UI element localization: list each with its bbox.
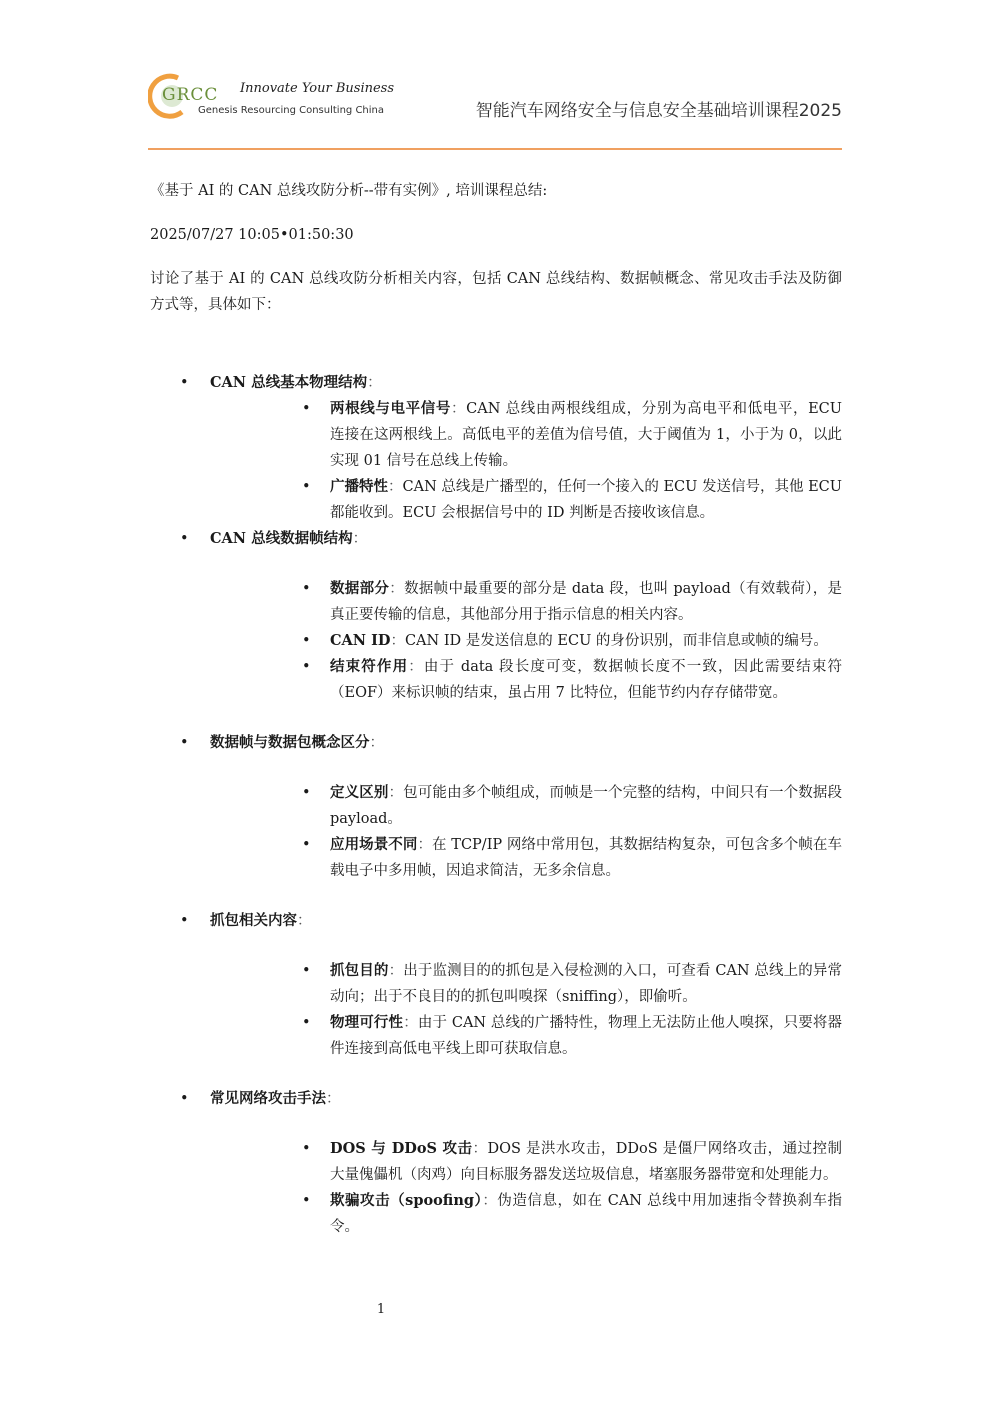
- item-term: CAN ID: [330, 632, 391, 649]
- section-item: [150, 526, 842, 730]
- item-text: DOS 是洪水攻击，DDoS 是僵尸网络攻击，通过控制大量傀儡机（肉鸡）向目标服务器发送垃圾信息，堵塞服务器带宽和处理能力。: [330, 1141, 843, 1183]
- section-title: 数据帧与数据包概念区分: [210, 734, 370, 751]
- subsection-item: [210, 958, 842, 1010]
- page-number: 1: [376, 1302, 386, 1317]
- section-item: [150, 370, 842, 526]
- summary-paragraph: 讨论了基于 AI 的 CAN 总线攻防分析相关内容，包括 CAN 总线结构、数据帧概念、常见攻击手法及防御方式等，具体如下：: [150, 271, 842, 313]
- logo-letters: GRCC: [162, 85, 219, 105]
- subsection-item: [210, 1136, 842, 1188]
- item-term: 抓包目的: [330, 962, 389, 979]
- item-term: 广播特性: [330, 478, 388, 495]
- item-text: 由于 CAN 总线的广播特性，物理上无法防止他人嗅探，只要将器件连接到高低电平线上即可获取信息。: [330, 1015, 842, 1057]
- header-divider: [148, 148, 842, 150]
- item-text: 在 TCP/IP 网络中常用包，其数据结构复杂，可包含多个帧在车载电子中多用帧，因追求简洁，无多余信息。: [330, 837, 843, 879]
- item-term: 数据部分: [330, 580, 390, 597]
- section-title: CAN 总线数据帧结构: [210, 530, 353, 547]
- subsection-item: [210, 628, 842, 654]
- section-title: 常见网络攻击手法: [210, 1090, 326, 1107]
- item-term: DOS 与 DDoS 攻击: [330, 1140, 473, 1157]
- item-term: 定义区别: [330, 784, 389, 801]
- separator: ：: [369, 735, 384, 751]
- item-term: 物理可行性: [330, 1014, 404, 1031]
- separator: ：: [388, 785, 404, 801]
- section-list: [150, 370, 842, 1240]
- item-text: 包可能由多个帧组成，而帧是一个完整的结构，中间只有一个数据段 payload。: [330, 785, 843, 827]
- separator: ：: [403, 1015, 418, 1031]
- separator: ：: [451, 401, 467, 417]
- separator: ：: [326, 1091, 341, 1107]
- item-term: 欺骗攻击（spoofing）: [330, 1192, 483, 1209]
- subsection-item: [210, 576, 842, 628]
- item-term: 应用场景不同: [330, 836, 418, 853]
- logo-subtitle: Genesis Resourcing Consulting China: [198, 105, 385, 116]
- subsection-list: [210, 576, 842, 706]
- separator: ：: [390, 633, 405, 649]
- subsection-list: [210, 780, 842, 884]
- item-text: 伪造信息，如在 CAN 总线中用加速指令替换刹车指令。: [330, 1193, 842, 1235]
- item-text: CAN 总线由两根线组成，分别为高电平和低电平，ECU 连接在这两根线上。高低电平的差值为信号值，大于阈值为 1，小于为 0，以此实现 01 信号在总线上传输。: [330, 401, 842, 469]
- separator: ：: [472, 1141, 488, 1157]
- subsection-list: [210, 1136, 842, 1240]
- course-title: 智能汽车网络安全与信息安全基础培训课程2025: [475, 101, 842, 121]
- document-title: 《基于 AI 的 CAN 总线攻防分析--带有实例》, 培训课程总结:: [150, 183, 548, 199]
- separator: ：: [389, 581, 405, 597]
- page-header: [148, 70, 842, 150]
- item-term: 两根线与电平信号: [330, 400, 451, 417]
- subsection-item: [210, 654, 842, 706]
- separator: ：: [388, 479, 403, 495]
- subsection-item: [210, 396, 842, 474]
- item-text: 出于监测目的的抓包是入侵检测的入口，可查看 CAN 总线上的异常动向；出于不良目的的抓包叫嗅探（sniffing），即偷听。: [330, 963, 843, 1005]
- separator: ：: [367, 375, 382, 391]
- item-text: CAN 总线是广播型的，任何一个接入的 ECU 发送信号，其他 ECU 都能收到。ECU 会根据信号中的 ID 判断是否接收该信息。: [330, 479, 842, 521]
- subsection-item: [210, 832, 842, 884]
- separator: ：: [388, 963, 404, 979]
- subsection-item: [210, 474, 842, 526]
- logo-tagline: Innovate Your Business: [240, 81, 395, 96]
- subsection-item: [210, 1188, 842, 1240]
- item-term: 结束符作用: [330, 658, 409, 675]
- subsection-list: [210, 396, 842, 526]
- subsection-item: [210, 1010, 842, 1062]
- document-body: [150, 178, 842, 1240]
- section-title: CAN 总线基本物理结构: [210, 374, 368, 391]
- grcc-logo: [148, 72, 395, 124]
- item-text: 数据帧中最重要的部分是 data 段，也叫 payload（有效载荷），是真正要传输的信息，其他部分用于指示信息的相关内容。: [330, 581, 843, 623]
- item-text: CAN ID 是发送信息的 ECU 的身份识别，而非信息或帧的编号。: [404, 633, 828, 649]
- separator: ：: [352, 531, 368, 547]
- item-text: 由于 data 段长度可变，数据帧长度不一致，因此需要结束符（EOF）来标识帧的结束，虽占用 7 比特位，但能节约内存存储带宽。: [330, 659, 843, 701]
- section-item: [150, 1086, 842, 1240]
- subsection-item: [210, 780, 842, 832]
- section-item: [150, 730, 842, 908]
- section-item: [150, 908, 842, 1086]
- subsection-list: [210, 958, 842, 1062]
- separator: ：: [417, 837, 433, 853]
- separator: ：: [297, 913, 312, 929]
- separator: ：: [408, 659, 424, 675]
- separator: ：: [482, 1193, 498, 1209]
- timestamp: 2025/07/27 10:05•01:50:30: [150, 227, 354, 243]
- section-title: 抓包相关内容: [210, 912, 297, 929]
